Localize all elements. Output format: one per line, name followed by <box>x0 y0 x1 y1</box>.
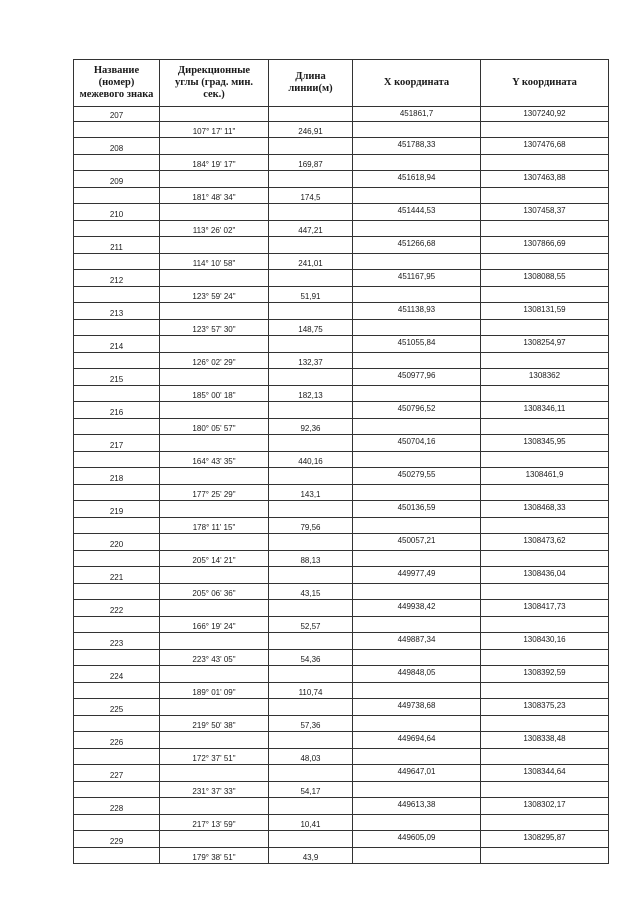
empty-cell <box>269 600 353 617</box>
empty-cell <box>353 485 481 501</box>
empty-cell <box>160 270 269 287</box>
segment-row <box>74 716 609 732</box>
header-x: X координата <box>353 60 481 107</box>
y-coordinate: 1307463,88 <box>481 171 609 188</box>
empty-cell <box>353 188 481 204</box>
empty-cell <box>481 683 609 699</box>
x-coordinate: 449887,34 <box>353 633 481 650</box>
y-coordinate: 1308345,95 <box>481 435 609 452</box>
empty-cell <box>481 419 609 435</box>
line-length: 10,41 <box>269 815 353 831</box>
x-coordinate: 451861,7 <box>353 107 481 122</box>
empty-cell <box>481 782 609 798</box>
empty-cell <box>74 221 160 237</box>
empty-cell <box>269 798 353 815</box>
x-coordinate: 451444,53 <box>353 204 481 221</box>
y-coordinate: 1308344,64 <box>481 765 609 782</box>
empty-cell <box>353 386 481 402</box>
empty-cell <box>481 518 609 534</box>
point-name: 224 <box>74 666 160 683</box>
point-row <box>74 600 609 617</box>
empty-cell <box>353 155 481 171</box>
direction-angle: 123° 59' 24" <box>160 287 269 303</box>
empty-cell <box>269 567 353 584</box>
segment-row <box>74 815 609 831</box>
empty-cell <box>269 666 353 683</box>
y-coordinate: 1307458,37 <box>481 204 609 221</box>
line-length: 43,15 <box>269 584 353 600</box>
empty-cell <box>74 683 160 699</box>
point-row <box>74 666 609 683</box>
segment-row <box>74 155 609 171</box>
segment-row <box>74 320 609 336</box>
empty-cell <box>160 798 269 815</box>
empty-cell <box>353 815 481 831</box>
empty-cell <box>481 551 609 567</box>
line-length: 92,36 <box>269 419 353 435</box>
line-length: 52,57 <box>269 617 353 633</box>
direction-angle: 189° 01' 09" <box>160 683 269 699</box>
line-length: 110,74 <box>269 683 353 699</box>
y-coordinate: 1308131,59 <box>481 303 609 320</box>
segment-row <box>74 749 609 765</box>
x-coordinate: 449938,42 <box>353 600 481 617</box>
empty-cell <box>353 683 481 699</box>
point-row <box>74 171 609 188</box>
empty-cell <box>481 650 609 666</box>
x-coordinate: 451138,93 <box>353 303 481 320</box>
direction-angle: 178° 11' 15" <box>160 518 269 534</box>
empty-cell <box>481 221 609 237</box>
empty-cell <box>353 452 481 468</box>
x-coordinate: 450136,59 <box>353 501 481 518</box>
empty-cell <box>160 369 269 386</box>
point-name: 211 <box>74 237 160 254</box>
line-length: 440,16 <box>269 452 353 468</box>
point-name: 225 <box>74 699 160 716</box>
empty-cell <box>74 386 160 402</box>
x-coordinate: 450977,96 <box>353 369 481 386</box>
empty-cell <box>269 171 353 188</box>
empty-cell <box>160 138 269 155</box>
empty-cell <box>74 485 160 501</box>
empty-cell <box>353 782 481 798</box>
point-name: 209 <box>74 171 160 188</box>
empty-cell <box>269 435 353 452</box>
empty-cell <box>74 320 160 336</box>
x-coordinate: 450704,16 <box>353 435 481 452</box>
segment-row <box>74 386 609 402</box>
empty-cell <box>481 320 609 336</box>
line-length: 88,13 <box>269 551 353 567</box>
point-row <box>74 270 609 287</box>
point-name: 212 <box>74 270 160 287</box>
direction-angle: 217° 13' 59" <box>160 815 269 831</box>
point-row <box>74 765 609 782</box>
empty-cell <box>160 534 269 551</box>
point-row <box>74 138 609 155</box>
empty-cell <box>160 107 269 122</box>
line-length: 143,1 <box>269 485 353 501</box>
empty-cell <box>74 254 160 270</box>
point-row <box>74 303 609 320</box>
line-length: 241,01 <box>269 254 353 270</box>
y-coordinate: 1308417,73 <box>481 600 609 617</box>
point-row <box>74 534 609 551</box>
empty-cell <box>74 419 160 435</box>
y-coordinate: 1308392,59 <box>481 666 609 683</box>
header-name: Название (номер) межевого знака <box>74 60 160 107</box>
direction-angle: 107° 17' 11" <box>160 122 269 138</box>
x-coordinate: 449647,01 <box>353 765 481 782</box>
y-coordinate: 1308468,33 <box>481 501 609 518</box>
empty-cell <box>74 518 160 534</box>
x-coordinate: 451266,68 <box>353 237 481 254</box>
point-row <box>74 336 609 353</box>
empty-cell <box>74 584 160 600</box>
empty-cell <box>353 221 481 237</box>
empty-cell <box>481 452 609 468</box>
empty-cell <box>269 204 353 221</box>
point-name: 221 <box>74 567 160 584</box>
x-coordinate: 451788,33 <box>353 138 481 155</box>
segment-row <box>74 782 609 798</box>
direction-angle: 205° 06' 36" <box>160 584 269 600</box>
empty-cell <box>269 402 353 419</box>
empty-cell <box>353 716 481 732</box>
empty-cell <box>160 831 269 848</box>
empty-cell <box>481 617 609 633</box>
direction-angle: 126° 02' 29" <box>160 353 269 369</box>
segment-row <box>74 287 609 303</box>
empty-cell <box>269 336 353 353</box>
point-row <box>74 831 609 848</box>
x-coordinate: 450279,55 <box>353 468 481 485</box>
empty-cell <box>74 749 160 765</box>
empty-cell <box>160 468 269 485</box>
x-coordinate: 451167,95 <box>353 270 481 287</box>
y-coordinate: 1308254,97 <box>481 336 609 353</box>
empty-cell <box>481 287 609 303</box>
empty-cell <box>481 848 609 864</box>
y-coordinate: 1308473,62 <box>481 534 609 551</box>
empty-cell <box>269 468 353 485</box>
x-coordinate: 450796,52 <box>353 402 481 419</box>
direction-angle: 185° 00' 18" <box>160 386 269 402</box>
point-row <box>74 501 609 518</box>
point-name: 214 <box>74 336 160 353</box>
empty-cell <box>481 749 609 765</box>
empty-cell <box>160 600 269 617</box>
header-row <box>74 60 609 107</box>
empty-cell <box>269 270 353 287</box>
x-coordinate: 449605,09 <box>353 831 481 848</box>
point-row <box>74 204 609 221</box>
point-row <box>74 468 609 485</box>
line-length: 132,37 <box>269 353 353 369</box>
point-name: 223 <box>74 633 160 650</box>
y-coordinate: 1308430,16 <box>481 633 609 650</box>
segment-row <box>74 683 609 699</box>
empty-cell <box>481 584 609 600</box>
line-length: 182,13 <box>269 386 353 402</box>
empty-cell <box>269 633 353 650</box>
empty-cell <box>74 452 160 468</box>
point-name: 219 <box>74 501 160 518</box>
empty-cell <box>481 386 609 402</box>
empty-cell <box>74 188 160 204</box>
direction-angle: 179° 38' 51" <box>160 848 269 864</box>
point-row <box>74 699 609 716</box>
point-row <box>74 402 609 419</box>
x-coordinate: 451055,84 <box>353 336 481 353</box>
empty-cell <box>74 287 160 303</box>
empty-cell <box>353 617 481 633</box>
point-name: 226 <box>74 732 160 749</box>
empty-cell <box>74 650 160 666</box>
segment-row <box>74 221 609 237</box>
direction-angle: 180° 05' 57" <box>160 419 269 435</box>
point-row <box>74 633 609 650</box>
x-coordinate: 450057,21 <box>353 534 481 551</box>
line-length: 48,03 <box>269 749 353 765</box>
x-coordinate: 449613,38 <box>353 798 481 815</box>
empty-cell <box>160 501 269 518</box>
empty-cell <box>160 567 269 584</box>
empty-cell <box>74 815 160 831</box>
empty-cell <box>269 107 353 122</box>
point-name: 215 <box>74 369 160 386</box>
point-name: 207 <box>74 107 160 122</box>
empty-cell <box>160 435 269 452</box>
empty-cell <box>353 254 481 270</box>
empty-cell <box>269 831 353 848</box>
header-length: Длина линии(м) <box>269 60 353 107</box>
empty-cell <box>160 732 269 749</box>
segment-row <box>74 485 609 501</box>
empty-cell <box>74 551 160 567</box>
empty-cell <box>481 353 609 369</box>
line-length: 246,91 <box>269 122 353 138</box>
direction-angle: 184° 19' 17" <box>160 155 269 171</box>
point-row <box>74 732 609 749</box>
direction-angle: 172° 37' 51" <box>160 749 269 765</box>
line-length: 51,91 <box>269 287 353 303</box>
point-name: 222 <box>74 600 160 617</box>
empty-cell <box>74 617 160 633</box>
point-name: 208 <box>74 138 160 155</box>
empty-cell <box>269 732 353 749</box>
point-row <box>74 435 609 452</box>
direction-angle: 177° 25' 29" <box>160 485 269 501</box>
coordinates-table <box>73 59 609 864</box>
y-coordinate: 1308295,87 <box>481 831 609 848</box>
empty-cell <box>481 122 609 138</box>
empty-cell <box>160 171 269 188</box>
empty-cell <box>74 716 160 732</box>
empty-cell <box>269 501 353 518</box>
empty-cell <box>353 320 481 336</box>
empty-cell <box>74 848 160 864</box>
segment-row <box>74 254 609 270</box>
empty-cell <box>353 584 481 600</box>
point-name: 210 <box>74 204 160 221</box>
line-length: 43,9 <box>269 848 353 864</box>
empty-cell <box>160 699 269 716</box>
header-angle: Дирекционные углы (град. мин. сек.) <box>160 60 269 107</box>
line-length: 54,36 <box>269 650 353 666</box>
point-row <box>74 237 609 254</box>
segment-row <box>74 419 609 435</box>
segment-row <box>74 188 609 204</box>
direction-angle: 114° 10' 58" <box>160 254 269 270</box>
empty-cell <box>481 815 609 831</box>
point-row <box>74 369 609 386</box>
empty-cell <box>481 188 609 204</box>
empty-cell <box>269 369 353 386</box>
y-coordinate: 1308302,17 <box>481 798 609 815</box>
empty-cell <box>353 551 481 567</box>
empty-cell <box>353 650 481 666</box>
segment-row <box>74 353 609 369</box>
empty-cell <box>353 122 481 138</box>
empty-cell <box>353 848 481 864</box>
point-name: 227 <box>74 765 160 782</box>
x-coordinate: 451618,94 <box>353 171 481 188</box>
empty-cell <box>269 765 353 782</box>
empty-cell <box>481 155 609 171</box>
line-length: 174,5 <box>269 188 353 204</box>
empty-cell <box>269 237 353 254</box>
empty-cell <box>481 485 609 501</box>
y-coordinate: 1308436,04 <box>481 567 609 584</box>
segment-row <box>74 551 609 567</box>
direction-angle: 219° 50' 38" <box>160 716 269 732</box>
empty-cell <box>269 534 353 551</box>
y-coordinate: 1308346,11 <box>481 402 609 419</box>
point-row <box>74 567 609 584</box>
line-length: 57,36 <box>269 716 353 732</box>
x-coordinate: 449694,64 <box>353 732 481 749</box>
y-coordinate: 1308088,55 <box>481 270 609 287</box>
point-name: 216 <box>74 402 160 419</box>
y-coordinate: 1308375,23 <box>481 699 609 716</box>
empty-cell <box>481 254 609 270</box>
direction-angle: 123° 57' 30" <box>160 320 269 336</box>
empty-cell <box>74 122 160 138</box>
segment-row <box>74 518 609 534</box>
point-name: 228 <box>74 798 160 815</box>
direction-angle: 181° 48' 34" <box>160 188 269 204</box>
segment-row <box>74 452 609 468</box>
direction-angle: 223° 43' 05" <box>160 650 269 666</box>
segment-row <box>74 617 609 633</box>
direction-angle: 205° 14' 21" <box>160 551 269 567</box>
empty-cell <box>160 204 269 221</box>
segment-row <box>74 122 609 138</box>
empty-cell <box>160 402 269 419</box>
empty-cell <box>160 666 269 683</box>
empty-cell <box>269 138 353 155</box>
empty-cell <box>160 303 269 320</box>
empty-cell <box>160 765 269 782</box>
y-coordinate: 1307476,68 <box>481 138 609 155</box>
header-y: Y координата <box>481 60 609 107</box>
point-name: 220 <box>74 534 160 551</box>
y-coordinate: 1307866,69 <box>481 237 609 254</box>
line-length: 54,17 <box>269 782 353 798</box>
empty-cell <box>269 303 353 320</box>
line-length: 148,75 <box>269 320 353 336</box>
point-name: 217 <box>74 435 160 452</box>
line-length: 447,21 <box>269 221 353 237</box>
empty-cell <box>481 716 609 732</box>
y-coordinate: 1308338,48 <box>481 732 609 749</box>
empty-cell <box>74 782 160 798</box>
line-length: 79,56 <box>269 518 353 534</box>
empty-cell <box>353 518 481 534</box>
empty-cell <box>160 336 269 353</box>
direction-angle: 231° 37' 33" <box>160 782 269 798</box>
y-coordinate: 1308461,9 <box>481 468 609 485</box>
x-coordinate: 449977,49 <box>353 567 481 584</box>
x-coordinate: 449738,68 <box>353 699 481 716</box>
empty-cell <box>160 633 269 650</box>
empty-cell <box>353 419 481 435</box>
direction-angle: 166° 19' 24" <box>160 617 269 633</box>
empty-cell <box>353 287 481 303</box>
y-coordinate: 1308362 <box>481 369 609 386</box>
x-coordinate: 449848,05 <box>353 666 481 683</box>
segment-row <box>74 848 609 864</box>
point-name: 218 <box>74 468 160 485</box>
point-row <box>74 798 609 815</box>
segment-row <box>74 650 609 666</box>
point-name: 213 <box>74 303 160 320</box>
direction-angle: 113° 26' 02" <box>160 221 269 237</box>
point-row <box>74 107 609 122</box>
segment-row <box>74 584 609 600</box>
empty-cell <box>74 353 160 369</box>
line-length: 169,87 <box>269 155 353 171</box>
direction-angle: 164° 43' 35" <box>160 452 269 468</box>
empty-cell <box>353 353 481 369</box>
empty-cell <box>160 237 269 254</box>
point-name: 229 <box>74 831 160 848</box>
y-coordinate: 1307240,92 <box>481 107 609 122</box>
empty-cell <box>269 699 353 716</box>
empty-cell <box>353 749 481 765</box>
empty-cell <box>74 155 160 171</box>
